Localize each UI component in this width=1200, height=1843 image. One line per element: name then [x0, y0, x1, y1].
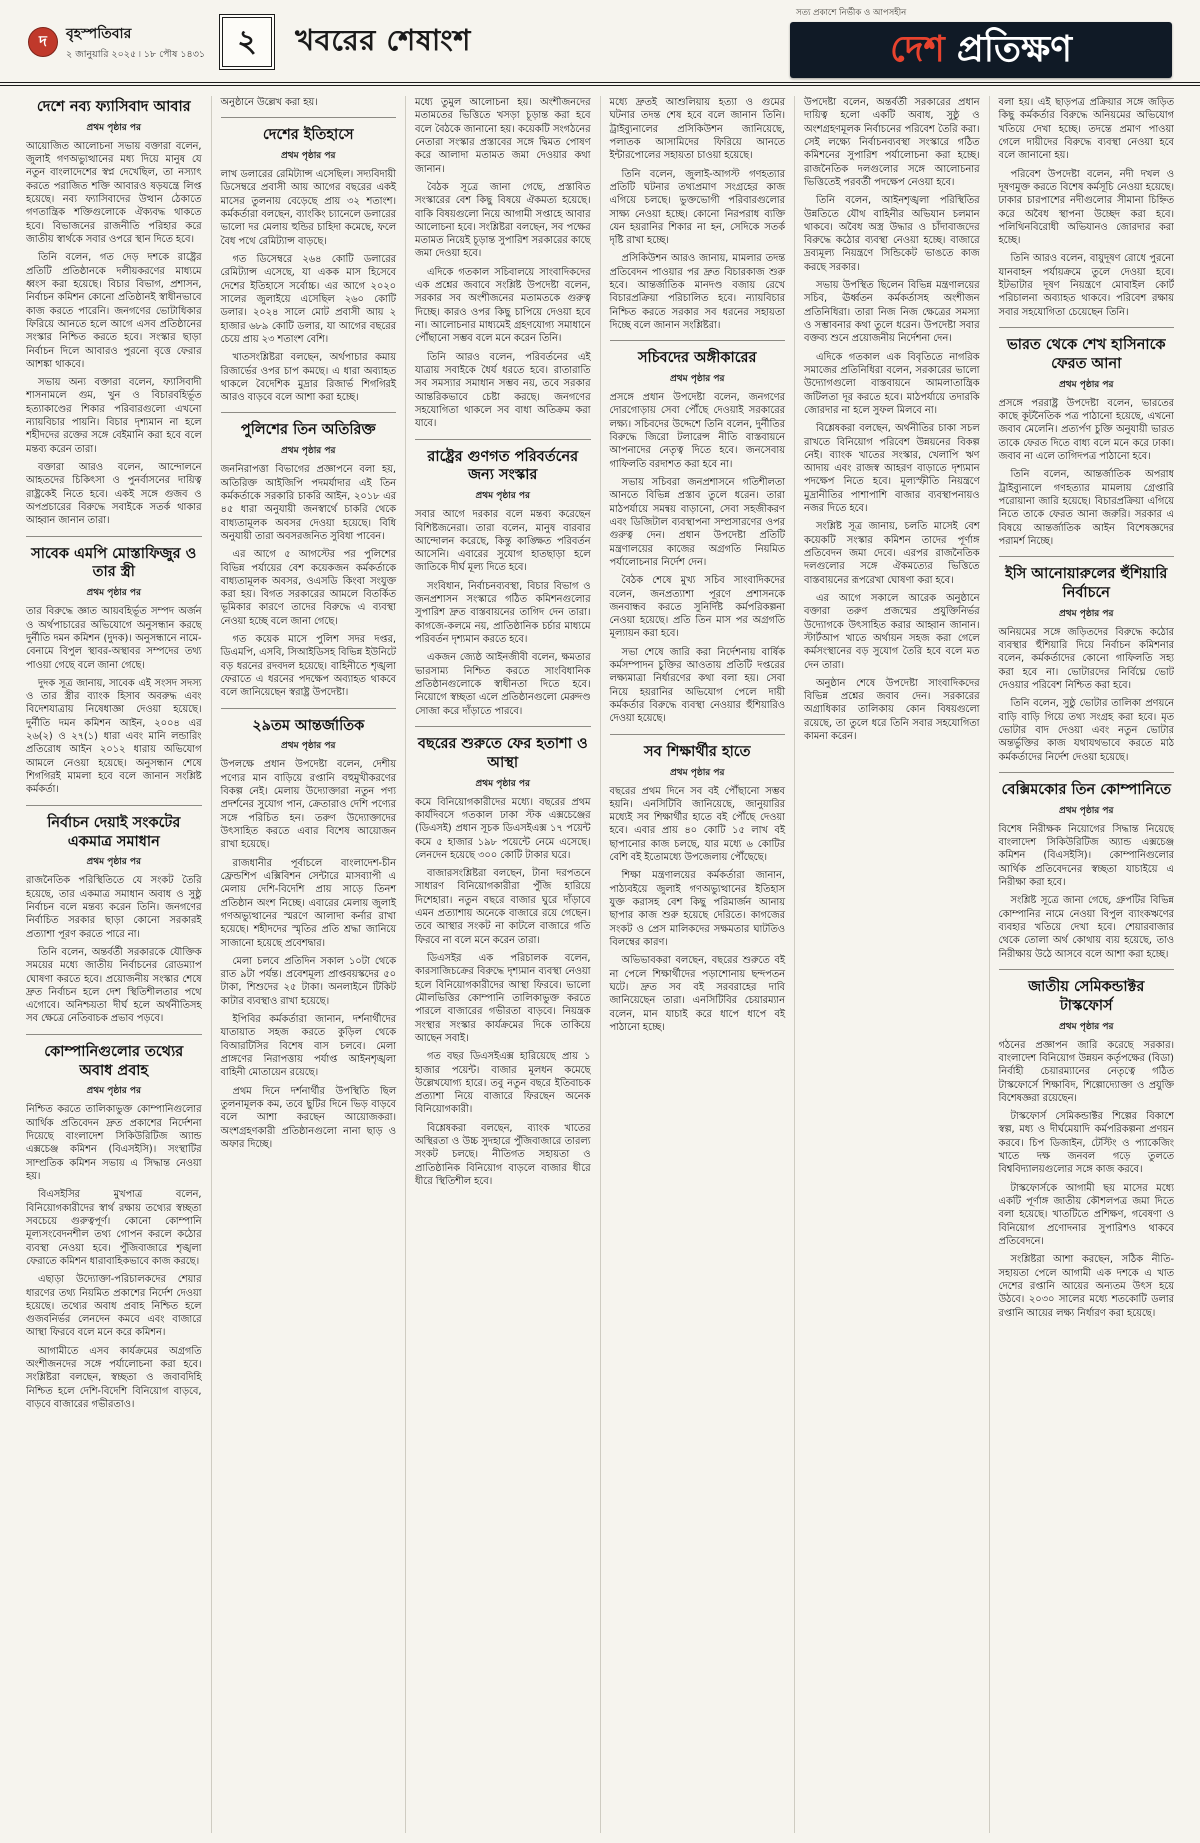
article-headline: দেশের ইতিহাসে: [262, 127, 354, 144]
article-headline: বেক্সিমকোর তিন কোম্পানিতে: [1001, 781, 1171, 798]
article-paragraph: একজন জ্যেষ্ঠ আইনজীবী বলেন, ক্ষমতার ভারসাম্য নিশ্চিত করতে সাংবিধানিক প্রতিষ্ঠানগুলোকে স্বাধীনতা দিতে হবে। নিয়োগে স্বচ্ছতা এলে প্রতিষ্ঠানগুলো মেরুদণ্ড সোজা করে দাঁড়াতে পারবে।: [415, 652, 591, 717]
article-paragraph: তিনি বলেন, আন্তর্জাতিক অপরাধ ট্রাইব্যুনালে গণহত্যার মামলায় গ্রেপ্তারি পরোয়ানা জারি হয়েছে। বিচারপ্রক্রিয়া এগিয়ে নিতে তাকে ফেরত আনা জরুরি। সরকার এ বিষয়ে আন্তর্জাতিক আইন বিশেষজ্ঞদের পরামর্শ নিচ্ছে।: [998, 469, 1174, 547]
article-paragraph: তিনি আরও বলেন, পরিবর্তনের এই যাত্রায় সবাইকে ধৈর্য ধরতে হবে। রাতারাতি সব সমস্যার সমাধান সম্ভব নয়, তবে সরকার আন্তরিকভাবে চেষ্টা করছে। জনগণের সহযোগিতা থাকলে সব বাধা অতিক্রম করা যাবে।: [415, 351, 591, 430]
article-paragraph: অনুষ্ঠানে উল্লেখ করা হয়।: [220, 97, 318, 108]
continued-from-page-one-label: প্রথম পৃষ্ঠার পর: [86, 857, 141, 868]
article-paragraph: এর আগে ৫ আগস্টের পর পুলিশের বিভিন্ন পর্যায়ের বেশ কয়েকজন কর্মকর্তাকে বাধ্যতামূলক অবসর, ওএসডি কিংবা সংযুক্ত করা হয়। বিগত সরকারের আমলে বিতর্কিত ভূমিকার কারণে তাদের বিরুদ্ধে এ ব্যবস্থা নেওয়া হচ্ছে বলে জানা গেছে।: [220, 549, 396, 627]
article-paragraph: মেলা চলবে প্রতিদিন সকাল ১০টা থেকে রাত ৯টা পর্যন্ত। প্রবেশমূল্য প্রাপ্তবয়স্কদের ৫০ টাকা, শিশুদের ২৫ টাকা। অনলাইনে টিকিট কাটার ব্যবস্থাও রাখা হয়েছে।: [220, 955, 396, 1007]
article-paragraph: দুদক সূত্র জানায়, সাবেক এই সংসদ সদস্য ও তার স্ত্রীর ব্যাংক হিসাব অবরুদ্ধ এবং বিদেশযাত্রায় নিষেধাজ্ঞা দেওয়া হয়েছে। দুর্নীতি দমন কমিশন আইন, ২০০৪ এর ২৬(২) ও ২৭(১) ধারা এবং মানি লন্ডারিং প্রতিরোধ আইন ২০১২ ধারায় অভিযোগ আমলে নেওয়া হয়েছে। অনুসন্ধান শেষে শিগগিরই মামলা হবে বলে জানান সংশ্লিষ্ট কর্মকর্তা।: [26, 677, 202, 796]
article: [26, 1034, 202, 1412]
article-paragraph: বিএসইসির মুখপাত্র বলেন, বিনিয়োগকারীদের স্বার্থ রক্ষায় তথ্যের স্বচ্ছতা সবচেয়ে গুরুত্বপূর্ণ। কোনো কোম্পানি মূল্যসংবেদনশীল তথ্য গোপন করলে কঠোর ব্যবস্থা নেওয়া হবে। পুঁজিবাজারে শৃঙ্খলা ফেরাতে কমিশন ধারাবাহিকভাবে কাজ করছে।: [26, 1189, 202, 1267]
article-paragraph: সংশ্লিষ্টরা আশা করছেন, সঠিক নীতি-সহায়তা পেলে আগামী এক দশকে এ খাত দেশের রপ্তানি আয়ের অন্যতম উৎস হয়ে উঠবে। ২০৩০ সালের মধ্যে শতকোটি ডলার রপ্তানি আয়ের লক্ষ্য নির্ধারণ করা হয়েছে।: [998, 1254, 1174, 1319]
continued-from-page-one-label: প্রথম পৃষ্ঠার পর: [475, 491, 530, 502]
article-continuation: [999, 96, 1175, 319]
masthead-left: [28, 22, 205, 63]
continued-from-page-one-label: প্রথম পৃষ্ঠার পর: [670, 767, 725, 778]
article-paragraph: বিশ্লেষকরা বলছেন, ব্যাংক খাতের অস্থিরতা ও উচ্চ সুদহারে পুঁজিবাজারে তারল্য সংকট চলছে। নীতিগত সহায়তা ও প্রাতিষ্ঠানিক বিনিয়োগ বাড়লে বাজার ধীরে ধীরে স্থিতিশীল হবে।: [415, 1122, 591, 1187]
date-block: [66, 22, 205, 63]
article-paragraph: জননিরাপত্তা বিভাগের প্রজ্ঞাপনে বলা হয়, অতিরিক্ত আইজিপি পদমর্যাদার এই তিন কর্মকর্তাকে সরকারি চাকরি আইন, ২০১৮ এর ৪৫ ধারা অনুযায়ী জনস্বার্থে চাকরি থেকে বাধ্যতামূলক অবসর দেওয়া হয়েছে। বিধি অনুযায়ী তারা অবসরজনিত সুবিধা পাবেন।: [220, 464, 396, 542]
paper-tagline: সত্য প্রকাশে নির্ভীক ও আপসহীন: [796, 8, 907, 18]
article-paragraph: খাতসংশ্লিষ্টরা বলছেন, অর্থপাচার কমায় রিজার্ভের ওপর চাপ কমছে। এ ধারা অব্যাহত থাকলে বৈদেশিক মুদ্রার রিজার্ভ শিগগিরই আরও বাড়বে বলে আশা করা হচ্ছে।: [220, 352, 396, 404]
continued-from-page-one-label: প্রথম পৃষ্ঠার পর: [281, 151, 336, 162]
paper-name-rest: প্রতিক্ষণ: [956, 29, 1072, 70]
article-paragraph: এছাড়া উদ্যোক্তা-পরিচালকদের শেয়ার ধারণের তথ্য নিয়মিত প্রকাশের নির্দেশ দেওয়া হয়েছে। তথ্যের অবাধ প্রবাহ নিশ্চিত হলে গুজবনির্ভর লেনদেন কমবে এবং বাজারে আস্থা ফিরবে বলে মনে করে কমিশন।: [26, 1274, 202, 1339]
article: [26, 98, 202, 528]
article-paragraph: বৈঠক সূত্রে জানা গেছে, প্রস্তাবিত সংস্কারের বেশ কিছু বিষয়ে ঐকমত্য হয়েছে। বাকি বিষয়গুলো নিয়ে আগামী সপ্তাহে আবার আলোচনা হবে। সংশ্লিষ্টরা বলছেন, সব পক্ষের মতামত নিয়েই চূড়ান্ত সুপারিশ সরকারের কাছে জমা দেওয়া হবে।: [415, 181, 591, 260]
continued-from-page-one-label: প্রথম পৃষ্ঠার পর: [86, 1086, 141, 1097]
column-5: [794, 96, 989, 1833]
article-paragraph: ডিএসইর এক পরিচালক বলেন, কারসাজিচক্রের বিরুদ্ধে দৃশ্যমান ব্যবস্থা নেওয়া হলে বিনিয়োগকারীদের আস্থা ফিরবে। ভালো মৌলভিত্তির কোম্পানি তালিকাভুক্ত করতে পারলে বাজারের গভীরতা বাড়বে। নিয়ন্ত্রক সংস্থার সংস্কার কার্যক্রমের দিকে তাকিয়ে আছেন সবাই।: [415, 953, 591, 1044]
article-paragraph: কমে বিনিয়োগকারীদের মধ্যে। বছরের প্রথম কার্যদিবসে গতকাল ঢাকা স্টক এক্সচেঞ্জের (ডিএসই) প্রধান সূচক ডিএসইএক্স ১৭ পয়েন্ট কমে ৫ হাজার ১৯৮ পয়েন্টে নেমে এসেছে। লেনদেন হয়েছে ৩০০ কোটি টাকার ঘরে।: [415, 796, 591, 861]
article-paragraph: বৈঠক শেষে মুখ্য সচিব সাংবাদিকদের বলেন, জনপ্রত্যাশা পূরণে প্রশাসনকে জনবান্ধব করতে সুনির্দিষ্ট কর্মপরিকল্পনা নেওয়া হয়েছে। প্রতি তিন মাস পর অগ্রগতি মূল্যায়ন করা হবে।: [609, 575, 785, 640]
article: [999, 556, 1175, 764]
continued-from-page-one-label: প্রথম পৃষ্ঠার পর: [1059, 608, 1114, 619]
article-paragraph: গত বছর ডিএসইএক্স হারিয়েছে প্রায় ১ হাজার পয়েন্ট। বাজার মূলধন কমেছে উল্লেখযোগ্য হারে। তবু নতুন বছরে ইতিবাচক প্রত্যাশা নিয়ে বাজারে ফিরছেন অনেক বিনিয়োগকারী।: [415, 1051, 591, 1116]
article-paragraph: এদিকে গতকাল এক বিবৃতিতে নাগরিক সমাজের প্রতিনিধিরা বলেন, সরকারের ভালো উদ্যোগগুলো বাস্তবায়নে আমলাতান্ত্রিক জটিলতা দূর করতে হবে। মাঠপর্যায়ে তদারকি জোরদার না হলে সুফল মিলবে না।: [804, 351, 980, 416]
article: [610, 340, 786, 725]
article-paragraph: মধ্যে তুমুল আলোচনা হয়। অংশীজনদের মতামতের ভিত্তিতে খসড়া চূড়ান্ত করা হবে বলে বৈঠকে জানানো হয়। কয়েকটি সংগঠনের নেতারা সংস্কার প্রস্তাবের সঙ্গে দ্বিমত পোষণ করে আলাদা মতামত জমা দেওয়ার কথা জানান।: [415, 97, 591, 175]
article-paragraph: বলা হয়। এই ছাড়পত্র প্রক্রিয়ার সঙ্গে জড়িত কিছু কর্মকর্তার বিরুদ্ধে অনিয়মের অভিযোগ খতিয়ে দেখা হচ্ছে। তদন্তে প্রমাণ পাওয়া গেলে দায়ীদের বিরুদ্ধে ব্যবস্থা নেওয়া হবে বলে জানানো হয়।: [998, 97, 1174, 162]
article-paragraph: সংশ্লিষ্ট সূত্রে জানা গেছে, গ্রুপটির বিভিন্ন কোম্পানির নামে নেওয়া বিপুল ব্যাংকঋণের ব্যবহার খতিয়ে দেখা হবে। শেয়ারবাজার থেকে তোলা অর্থ কোথায় ব্যয় হয়েছে, তাও নিরীক্ষায় উঠে আসবে বলে আশা করা হচ্ছে।: [998, 895, 1174, 960]
article-headline: কোম্পানিগুলোর তথ্যের অবাধ প্রবাহ: [44, 1043, 184, 1079]
article-paragraph: তিনি বলেন, আইনশৃঙ্খলা পরিস্থিতির উন্নতিতে যৌথ বাহিনীর অভিযান চলমান থাকবে। অবৈধ অস্ত্র উদ্ধার ও চাঁদাবাজদের বিরুদ্ধে কঠোর ব্যবস্থা নেওয়া হচ্ছে। বাজারে দ্রব্যমূল্য নিয়ন্ত্রণে সিন্ডিকেট ভাঙতে কাজ করছে সরকার।: [804, 195, 980, 273]
article-paragraph: প্রসিকিউশন আরও জানায়, মামলার তদন্ত প্রতিবেদন পাওয়ার পর দ্রুত বিচারকাজ শুরু হবে। আন্তর্জাতিক মানদণ্ড বজায় রেখে বিচারপ্রক্রিয়া পরিচালিত হবে। ন্যায়বিচার নিশ্চিত করতে সরকার সব ধরনের সহায়তা দিচ্ছে বলে জানান সংশ্লিষ্টরা।: [609, 253, 785, 331]
article-paragraph: প্রসঙ্গে প্রধান উপদেষ্টা বলেন, জনগণের দোরগোড়ায় সেবা পৌঁছে দেওয়াই সরকারের লক্ষ্য। সচিবদের উদ্দেশে তিনি বলেন, দুর্নীতির বিরুদ্ধে জিরো টলারেন্স নীতি বাস্তবায়নে আপনাদের নেতৃত্ব দিতে হবে। জনসেবায় গাফিলতি বরদাশত করা হবে না।: [609, 392, 785, 470]
article-paragraph: তিনি বলেন, সুষ্ঠু ভোটার তালিকা প্রণয়নে বাড়ি বাড়ি গিয়ে তথ্য সংগ্রহ করা হবে। মৃত ভোটার বাদ দেওয়া এবং নতুন ভোটার অন্তর্ভুক্তির কাজ যথাযথভাবে করতে মাঠ কর্মকর্তাদের নির্দেশ দেওয়া হয়েছে।: [998, 698, 1174, 763]
article: [221, 412, 397, 699]
continued-from-page-one-label: প্রথম পৃষ্ঠার পর: [281, 446, 336, 457]
article-continuation: [610, 96, 786, 332]
page-number-box: [219, 14, 275, 70]
article-paragraph: উপলক্ষে প্রধান উপদেষ্টা বলেন, দেশীয় পণ্যের মান বাড়িয়ে রপ্তানি বহুমুখীকরণের বিকল্প নেই। মেলায় উদ্যোক্তারা নতুন পণ্য প্রদর্শনের সুযোগ পান, ক্রেতারাও দেশি পণ্যের সঙ্গে পরিচিত হন। তরুণ উদ্যোক্তাদের উৎসাহিত করতে এবার বিশেষ আয়োজন রাখা হয়েছে।: [220, 759, 396, 851]
columns: [0, 86, 1200, 1833]
article-continuation: [415, 96, 591, 431]
article-headline: ইসি আনোয়ারুলের হুঁশিয়ারি নির্বাচনে: [1005, 566, 1168, 601]
column-6: [989, 96, 1175, 1833]
paper-emblem-icon: [28, 27, 58, 57]
article-continuation: [804, 96, 980, 743]
nameplate-wrap: [790, 6, 1172, 78]
article-paragraph: সংশ্লিষ্ট সূত্র জানায়, চলতি মাসেই বেশ কয়েকটি সংস্কার কমিশন তাদের পূর্ণাঙ্গ প্রতিবেদন জমা দেবে। এরপর রাজনৈতিক দলগুলোর সঙ্গে ঐকমত্যের ভিত্তিতে বাস্তবায়নের রূপরেখা ঘোষণা করা হবে।: [804, 521, 980, 586]
article: [415, 439, 591, 718]
continued-from-page-one-label: প্রথম পৃষ্ঠার পর: [86, 588, 141, 599]
section-title: খবরের শেষাংশ: [295, 22, 471, 57]
article: [999, 969, 1175, 1320]
continued-from-page-one-label: প্রথম পৃষ্ঠার পর: [1059, 379, 1114, 390]
article-paragraph: মধ্যে দ্রুতই আশুলিয়ায় হত্যা ও গুমের ঘটনার তদন্ত শেষ হবে বলে জানান তিনি। ট্রাইব্যুনালের প্রসিকিউশন জানিয়েছে, পলাতক আসামিদের ফিরিয়ে আনতে ইন্টারপোলের সহায়তা চাওয়া হয়েছে।: [609, 97, 785, 162]
article-paragraph: রাজধানীর পূর্বাচলে বাংলাদেশ-চীন ফ্রেন্ডশিপ এক্সিবিশন সেন্টারে মাসব্যাপী এ মেলায় দেশি-বিদেশি প্রায় সাড়ে তিনশ প্রতিষ্ঠান অংশ নিচ্ছে। এবারের মেলায় জুলাই গণঅভ্যুত্থানের স্মরণে আলাদা কর্নার রাখা হয়েছে। শহীদদের স্মৃতির প্রতি শ্রদ্ধা জানিয়ে সাজানো হয়েছে প্রবেশদ্বার।: [220, 857, 396, 949]
article: [26, 805, 202, 1026]
article: [610, 734, 786, 1034]
article-headline: সব শিক্ষার্থীর হাতে: [644, 743, 751, 760]
continued-from-page-one-label: প্রথম পৃষ্ঠার পর: [475, 778, 530, 789]
article-paragraph: ইপিবির কর্মকর্তারা জানান, দর্শনার্থীদের যাতায়াত সহজ করতে কুড়িল থেকে বিআরটিসির বিশেষ বাস চলবে। মেলা প্রাঙ্গণের নিরাপত্তায় পর্যাপ্ত আইনশৃঙ্খলা বাহিনী মোতায়েন রয়েছে।: [220, 1014, 396, 1079]
continued-from-page-one-label: প্রথম পৃষ্ঠার পর: [1059, 1021, 1114, 1032]
article-paragraph: গত ডিসেম্বরে ২৬৪ কোটি ডলারের রেমিট্যান্স এসেছে, যা একক মাস হিসেবে দেশের ইতিহাসে সর্বোচ্চ। এর আগে ২০২০ সালের জুলাইয়ে এসেছিল ২৬০ কোটি ডলার। ২০২৪ সালে মোট প্রবাসী আয় ২ হাজার ৬৮৯ কোটি ডলার, যা আগের বছরের চেয়ে প্রায় ২৩ শতাংশ বেশি।: [220, 254, 396, 345]
article-paragraph: পরিবেশ উপদেষ্টা বলেন, নদী দখল ও দূষণমুক্ত করতে বিশেষ কর্মসূচি নেওয়া হয়েছে। ঢাকার চারপাশের নদীগুলোর সীমানা চিহ্নিত করে অবৈধ স্থাপনা উচ্ছেদ করা হবে। পলিথিনবিরোধী অভিযানও জোরদার করা হচ্ছে।: [998, 168, 1174, 247]
emblem-letter: দ: [39, 31, 47, 50]
article-paragraph: এদিকে গতকাল সচিবালয়ে সাংবাদিকদের এক প্রশ্নের জবাবে সংশ্লিষ্ট উপদেষ্টা বলেন, সরকার সব অংশীজনের মতামতকে গুরুত্ব দিচ্ছে। কারও ওপর কিছু চাপিয়ে দেওয়া হবে না। আলোচনার মাধ্যমেই গ্রহণযোগ্য সমাধানে পৌঁছানো সম্ভব বলে মনে করেন তিনি।: [415, 266, 591, 345]
article-paragraph: সভায় উপস্থিত ছিলেন বিভিন্ন মন্ত্রণালয়ের সচিব, ঊর্ধ্বতন কর্মকর্তাসহ অংশীজন প্রতিনিধিরা। তারা নিজ নিজ ক্ষেত্রের সমস্যা ও সম্ভাবনার কথা তুলে ধরেন। উপদেষ্টা সবার বক্তব্য শুনে প্রয়োজনীয় নির্দেশনা দেন।: [804, 280, 980, 345]
newspaper-nameplate: [790, 22, 1172, 78]
weekday-label: বৃহস্পতিবার: [66, 25, 132, 42]
article-paragraph: তিনি বলেন, অন্তর্বর্তী সরকারকে যৌক্তিক সময়ের মধ্যে জাতীয় নির্বাচনের রোডম্যাপ ঘোষণা করতে হবে। প্রয়োজনীয় সংস্কার শেষে দ্রুত নির্বাচন হলে দেশ স্থিতিশীলতার পথে এগোবে। অনিশ্চয়তা দীর্ঘ হলে অর্থনীতিসহ সব ক্ষেত্রে নেতিবাচক প্রভাব পড়বে।: [26, 946, 202, 1025]
article-paragraph: সভায় অন্য বক্তারা বলেন, ফ্যাসিবাদী শাসনামলে গুম, খুন ও বিচারবহির্ভূত হত্যাকাণ্ডের শিকার পরিবারগুলো এখনো ন্যায়বিচার পায়নি। বিচার দৃশ্যমান না হলে শহীদদের রক্তের সঙ্গে বেইমানি করা হবে বলে মন্তব্য করেন তারা।: [26, 377, 202, 455]
page-number: ২: [237, 23, 257, 59]
article-paragraph: তিনি বলেন, জুলাই-আগস্ট গণহত্যার প্রতিটি ঘটনার তথ্যপ্রমাণ সংগ্রহের কাজ এগিয়ে চলছে। ভুক্তভোগী পরিবারগুলোর সাক্ষ্য নেওয়া হচ্ছে। কোনো নিরপরাধ ব্যক্তি যেন হয়রানির শিকার না হন, সেদিকে সতর্ক দৃষ্টি রাখা হচ্ছে।: [609, 168, 785, 247]
article-paragraph: টাস্কফোর্সকে আগামী ছয় মাসের মধ্যে একটি পূর্ণাঙ্গ জাতীয় কৌশলপত্র জমা দিতে বলা হয়েছে। খাতটিতে প্রশিক্ষণ, গবেষণা ও বিনিয়োগ প্রণোদনার সুপারিশও থাকবে প্রতিবেদনে।: [998, 1182, 1174, 1247]
article-paragraph: বক্তারা আরও বলেন, আন্দোলনে আহতদের চিকিৎসা ও পুনর্বাসনের দায়িত্ব রাষ্ট্রকেই নিতে হবে। একই সঙ্গে গুজব ও অপপ্রচারের বিরুদ্ধে সবাইকে সতর্ক থাকার আহ্বান জানান তারা।: [26, 462, 202, 527]
article-headline: বছরের শুরুতে ফের হতাশা ও আস্থা: [417, 735, 588, 771]
paper-name-first: দেশ: [890, 29, 945, 70]
article-paragraph: শিক্ষা মন্ত্রণালয়ের কর্মকর্তারা জানান, পাঠ্যবইয়ে জুলাই গণঅভ্যুত্থানের ইতিহাস যুক্ত করাসহ বেশ কিছু পরিমার্জন আনায় ছাপার কাজ শুরু হয়েছে দেরিতে। কাগজের সংকট ও প্রেস মালিকদের সক্ষমতার ঘাটতিও বিলম্বের কারণ।: [609, 870, 785, 948]
article: [221, 708, 397, 1152]
article-paragraph: সবার আগে দরকার বলে মন্তব্য করেছেন বিশিষ্টজনেরা। তারা বলেন, মানুষ বারবার আন্দোলন করেছে, কিন্তু কাঙ্ক্ষিত পরিবর্তন আসেনি। এবারের সুযোগ হাতছাড়া হলে জাতিকে দীর্ঘ মূল্য দিতে হবে।: [415, 509, 591, 574]
article-paragraph: অভিভাবকরা বলছেন, বছরের শুরুতে বই না পেলে শিক্ষার্থীদের পড়াশোনায় ছন্দপতন ঘটে। দ্রুত সব বই সরবরাহের দাবি জানিয়েছেন তারা। এনসিটিবির চেয়ারম্যান বলেন, মান যাচাই করে ধাপে ধাপে বই পাঠানো হচ্ছে।: [609, 955, 785, 1033]
continued-from-page-one-label: প্রথম পৃষ্ঠার পর: [670, 374, 725, 385]
article-paragraph: আগামীতে এসব কার্যক্রমের অগ্রগতি অংশীজনদের সঙ্গে পর্যালোচনা করা হবে। সংশ্লিষ্টরা বলছেন, স্বচ্ছতা ও জবাবদিহি নিশ্চিত হলে দেশি-বিদেশি বিনিয়োগ বাড়বে, বাড়বে বাজারের গভীরতাও।: [26, 1345, 202, 1411]
article-paragraph: গত কয়েক মাসে পুলিশ সদর দপ্তর, ডিএমপি, এসবি, সিআইডিসহ বিভিন্ন ইউনিটে বড় ধরনের রদবদল হয়েছে। বাহিনীতে শৃঙ্খলা ফেরাতে এ ধরনের পদক্ষেপ অব্যাহত থাকবে বলে জানিয়েছেন স্বরাষ্ট্র উপদেষ্টা।: [220, 634, 396, 699]
article-paragraph: নিশ্চিত করতে তালিকাভুক্ত কোম্পানিগুলোর আর্থিক প্রতিবেদন দ্রুত প্রকাশের নির্দেশনা দিয়েছে বাংলাদেশ সিকিউরিটিজ অ্যান্ড এক্সচেঞ্জ কমিশন (বিএসইসি)। সংস্থাটির সাম্প্রতিক কমিশন সভায় এ সিদ্ধান্ত নেওয়া হয়।: [26, 1104, 202, 1183]
article-headline: সচিবদের অঙ্গীকারের: [637, 350, 757, 367]
continued-from-page-one-label: প্রথম পৃষ্ঠার পর: [1059, 805, 1114, 816]
article-paragraph: আয়োজিত আলোচনা সভায় বক্তারা বলেন, জুলাই গণঅভ্যুত্থানের মধ্য দিয়ে মানুষ যে নতুন বাংলাদেশের স্বপ্ন দেখেছিল, তা নস্যাৎ করতে পরাজিত শক্তি আবারও ষড়যন্ত্রে লিপ্ত হয়েছে। নব্য ফ্যাসিবাদের উত্থান ঠেকাতে গণতান্ত্রিক শক্তিগুলোকে ঐক্যবদ্ধ থাকতে হবে। বিভাজনের রাজনীতি পরিহার করে জাতীয় স্বার্থকে সবার ওপরে স্থান দিতে হবে।: [26, 140, 202, 246]
article: [999, 772, 1175, 961]
article-paragraph: টাস্কফোর্স সেমিকন্ডাক্টর শিল্পের বিকাশে স্বল্প, মধ্য ও দীর্ঘমেয়াদি কর্মপরিকল্পনা প্রণয়ন করবে। চিপ ডিজাইন, টেস্টিং ও প্যাকেজিং খাতে দক্ষ জনবল গড়ে তুলতে বিশ্ববিদ্যালয়গুলোর সঙ্গে কাজ করবে।: [998, 1111, 1174, 1176]
article-paragraph: তিনি বলেন, গত দেড় দশকে রাষ্ট্রের প্রতিটি প্রতিষ্ঠানকে দলীয়করণের মাধ্যমে ধ্বংস করা হয়েছে। বিচার বিভাগ, প্রশাসন, নির্বাচন কমিশন কোনো প্রতিষ্ঠানই স্বাধীনভাবে কাজ করতে পারেনি। জনগণের ভোটাধিকার ফিরিয়ে আনতে হলে আগে এসব প্রতিষ্ঠানের সংস্কার নিশ্চিত করতে হবে। সংস্কার ছাড়া নির্বাচন দিলে আবারও পুরনো বৃত্তে ফেরার আশঙ্কা থাকবে।: [26, 252, 202, 370]
article: [999, 327, 1175, 548]
article-paragraph: সংবিধান, নির্বাচনব্যবস্থা, বিচার বিভাগ ও জনপ্রশাসন সংস্কারে গঠিত কমিশনগুলোর সুপারিশ দ্রুত বাস্তবায়নের তাগিদ দেন তারা। কাগজে-কলমে নয়, প্রাতিষ্ঠানিক চর্চার মাধ্যমে পরিবর্তন দৃশ্যমান করতে হবে।: [415, 580, 591, 645]
article-paragraph: রাজনৈতিক পরিস্থিতিতে যে সংকট তৈরি হয়েছে, তার একমাত্র সমাধান অবাধ ও সুষ্ঠু নির্বাচন বলে মন্তব্য করেন তিনি। জনগণের নির্বাচিত সরকার ছাড়া কোনো সরকারই প্রত্যাশা পূরণ করতে পারে না।: [26, 875, 202, 940]
column-2: [211, 96, 406, 1833]
article-headline: ২৯তম আন্তর্জাতিক: [252, 717, 365, 734]
article-paragraph: প্রসঙ্গে পররাষ্ট্র উপদেষ্টা বলেন, ভারতের কাছে কূটনৈতিক পত্র পাঠানো হয়েছে, এখনো জবাব মেলেনি। প্রত্যর্পণ চুক্তি অনুযায়ী ভারত তাকে ফেরত দিতে বাধ্য বলে মনে করে ঢাকা। জবাব না এলে তাগিদপত্র পাঠানো হবে।: [998, 397, 1174, 462]
article-headline: দেশে নব্য ফ্যাসিবাদ আবার: [36, 99, 191, 115]
date-line: ২ জানুয়ারি ২০২৫ ৷ ১৮ পৌষ ১৪৩১: [66, 48, 206, 60]
column-3: [405, 96, 600, 1833]
article-headline: রাষ্ট্রের গুণগত পরিবর্তনের জন্য সংস্কার: [427, 448, 579, 484]
article-paragraph: লাখ ডলারের রেমিট্যান্স এসেছিল। সদ্যবিদায়ী ডিসেম্বরে প্রবাসী আয় আগের বছরের একই মাসের তুলনায় বেড়েছে প্রায় ৩২ শতাংশ। কর্মকর্তারা বলছেন, ব্যাংকিং চ্যানেলে ডলারের ভালো দর মেলায় হুন্ডির চাহিদা কমেছে, ফলে বৈধ পথে রেমিট্যান্স বাড়ছে।: [220, 169, 396, 247]
article-paragraph: বিশ্লেষকরা বলছেন, অর্থনীতির চাকা সচল রাখতে বিনিয়োগ পরিবেশ উন্নয়নের বিকল্প নেই। ব্যাংক খাতের সংস্কার, খেলাপি ঋণ আদায় এবং রাজস্ব আহরণ বাড়াতে দৃশ্যমান পদক্ষেপ নিতে হবে। মূল্যস্ফীতি নিয়ন্ত্রণে মুদ্রানীতির পাশাপাশি বাজার ব্যবস্থাপনায়ও নজর দিতে হবে।: [804, 423, 980, 515]
article-headline: ভারত থেকে শেখ হাসিনাকে ফেরত আনা: [1006, 337, 1166, 372]
article-paragraph: সভায় সচিবরা জনপ্রশাসনে গতিশীলতা আনতে বিভিন্ন প্রস্তাব তুলে ধরেন। তারা মাঠপর্যায়ে সমন্বয় বাড়ানো, সেবা সহজীকরণ এবং ডিজিটাল ব্যবস্থাপনা সম্প্রসারণের ওপর গুরুত্ব দেন। প্রধান উপদেষ্টা প্রতিটি মন্ত্রণালয়ের কাজের অগ্রগতি নিয়মিত পর্যালোচনার নির্দেশ দেন।: [609, 477, 785, 568]
column-4: [600, 96, 795, 1833]
article-paragraph: প্রথম দিনে দর্শনার্থীর উপস্থিতি ছিল তুলনামূলক কম, তবে ছুটির দিনে ভিড় বাড়বে বলে আশা করছেন আয়োজকরা। অংশগ্রহণকারী প্রতিষ্ঠানগুলো নানা ছাড় ও অফার দিচ্ছে।: [220, 1085, 396, 1150]
article-continuation: [221, 96, 397, 109]
article-headline: জাতীয় সেমিকন্ডাক্টর টাস্কফোর্স: [1028, 978, 1145, 1014]
article-paragraph: উপদেষ্টা বলেন, অন্তর্বর্তী সরকারের প্রধান দায়িত্ব হলো একটি অবাধ, সুষ্ঠু ও অংশগ্রহণমূলক নির্বাচনের পরিবেশ তৈরি করা। সেই লক্ষ্যে নির্বাচনব্যবস্থা সংস্কারে গঠিত কমিশনের সুপারিশ পর্যালোচনা করা হচ্ছে। রাজনৈতিক দলগুলোর সঙ্গে আলোচনার ভিত্তিতেই পরবর্তী পদক্ষেপ নেওয়া হবে।: [804, 97, 980, 188]
article-paragraph: তার বিরুদ্ধে জ্ঞাত আয়বহির্ভূত সম্পদ অর্জন ও অর্থপাচারের অভিযোগে অনুসন্ধান করছে দুর্নীতি দমন কমিশন (দুদক)। অনুসন্ধানে নামে-বেনামে বিপুল স্থাবর-অস্থাবর সম্পদের তথ্য পাওয়া গেছে বলে জানা গেছে।: [26, 606, 202, 671]
article-paragraph: এর আগে সকালে আরেক অনুষ্ঠানে বক্তারা তরুণ প্রজন্মের প্রযুক্তিনির্ভর উদ্যোগকে উৎসাহিত করার আহ্বান জানান। স্টার্টআপ খাতে অর্থায়ন সহজ করা গেলে কর্মসংস্থানের বড় সুযোগ তৈরি হবে বলে মত দেন তারা।: [804, 592, 980, 671]
article: [221, 117, 397, 404]
article-paragraph: বিশেষ নিরীক্ষক নিয়োগের সিদ্ধান্ত নিয়েছে বাংলাদেশ সিকিউরিটিজ অ্যান্ড এক্সচেঞ্জ কমিশন (বিএসইসি)। কোম্পানিগুলোর আর্থিক প্রতিবেদনের স্বচ্ছতা যাচাইয়ে এ নিরীক্ষা করা হবে।: [998, 823, 1174, 889]
article-headline: পুলিশের তিন অতিরিক্ত: [240, 422, 376, 439]
article-headline: নির্বাচন দেয়াই সংকটের একমাত্র সমাধান: [47, 814, 181, 850]
continued-from-page-one-label: প্রথম পৃষ্ঠার পর: [281, 741, 336, 752]
article-paragraph: সভা শেষে জারি করা নির্দেশনায় বার্ষিক কর্মসম্পাদন চুক্তির আওতায় প্রতিটি দপ্তরের লক্ষ্যমাত্রা নির্ধারণের কথা বলা হয়। সেবা নিয়ে হয়রানির অভিযোগ পেলে দায়ী কর্মকর্তার বিরুদ্ধে ব্যবস্থা নেওয়ার হুঁশিয়ারিও দেওয়া হয়েছে।: [609, 646, 785, 725]
article-paragraph: বাজারসংশ্লিষ্টরা বলছেন, টানা দরপতনে সাধারণ বিনিয়োগকারীরা পুঁজি হারিয়ে দিশেহারা। নতুন বছরে বাজার ঘুরে দাঁড়াবে এমন প্রত্যাশায় অনেকে বাজারে রয়ে গেছেন। তবে আস্থার সংকট না কাটলে বাজারে গতি ফিরবে না বলে মনে করেন তারা।: [415, 868, 591, 946]
article-paragraph: অনিয়মের সঙ্গে জড়িতদের বিরুদ্ধে কঠোর ব্যবস্থার হুঁশিয়ারি দিয়ে নির্বাচন কমিশনার বলেন, কর্মকর্তাদের কোনো গাফিলতি সহ্য করা হবে না। ভোটারদের নির্বিঘ্নে ভোট দেওয়ার পরিবেশ নিশ্চিত করা হবে।: [998, 626, 1174, 692]
page-header: [0, 0, 1200, 86]
article-paragraph: বছরের প্রথম দিনে সব বই পৌঁছানো সম্ভব হয়নি। এনসিটিবি জানিয়েছে, জানুয়ারির মধ্যেই সব শিক্ষার্থীর হাতে বই পৌঁছে দেওয়া হবে। এবার প্রায় ৪০ কোটি ১৫ লাখ বই ছাপানোর কাজ চলছে, যার মধ্যে ৬ কোটির বেশি বই ইতোমধ্যে উপজেলায় পৌঁছেছে।: [609, 785, 785, 864]
article-headline: সাবেক এমপি মোস্তাফিজুর ও তার স্ত্রী: [31, 545, 197, 581]
article-paragraph: গঠনের প্রজ্ঞাপন জারি করেছে সরকার। বাংলাদেশ বিনিয়োগ উন্নয়ন কর্তৃপক্ষের (বিডা) নির্বাহী চেয়ারম্যানের নেতৃত্বে গঠিত টাস্কফোর্সে শিক্ষাবিদ, শিল্পোদ্যোক্তা ও প্রযুক্তি বিশেষজ্ঞরা রয়েছেন।: [998, 1039, 1174, 1104]
continued-from-page-one-label: প্রথম পৃষ্ঠার পর: [86, 122, 141, 133]
article: [415, 726, 591, 1188]
article-paragraph: অনুষ্ঠান শেষে উপদেষ্টা সাংবাদিকদের বিভিন্ন প্রশ্নের জবাব দেন। সরকারের অগ্রাধিকার তালিকায় কোন বিষয়গুলো রয়েছে, তা তুলে ধরে তিনি সবার সহযোগিতা কামনা করেন।: [804, 677, 980, 743]
article: [26, 536, 202, 797]
column-1: [26, 96, 211, 1833]
article-paragraph: তিনি আরও বলেন, বায়ুদূষণ রোধে পুরনো যানবাহন পর্যায়ক্রমে তুলে দেওয়া হবে। ইটভাটার দূষণ নিয়ন্ত্রণে মোবাইল কোর্ট পরিচালনা অব্যাহত থাকবে। পরিবেশ রক্ষায় সবার সহযোগিতা চেয়েছেন তিনি।: [998, 253, 1174, 318]
